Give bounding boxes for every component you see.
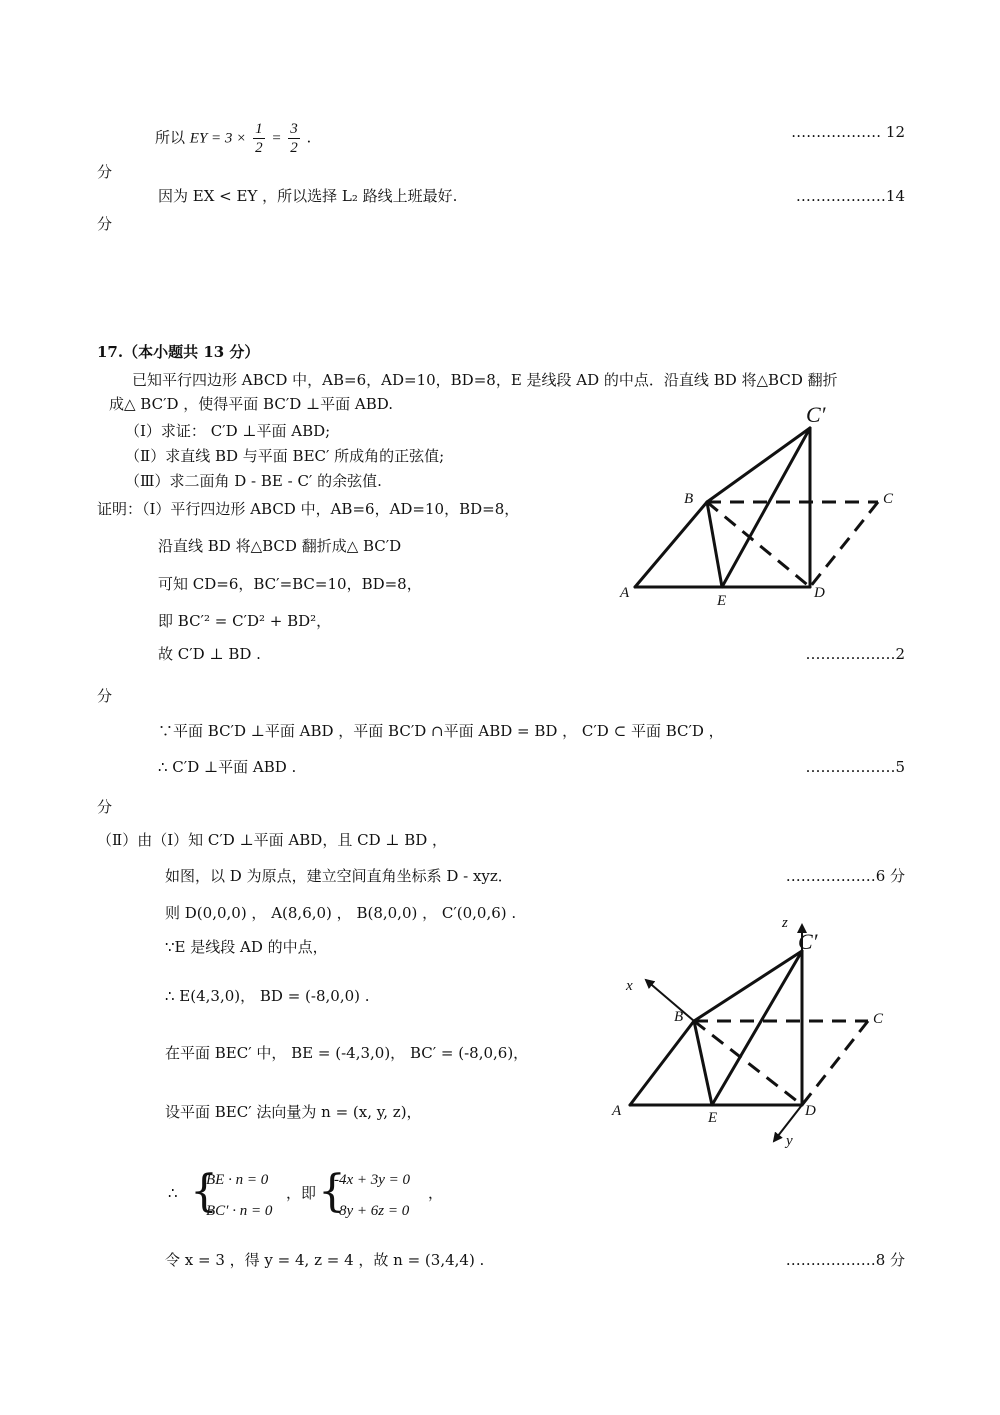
label-a: A [612, 1103, 622, 1119]
label-d: D [814, 585, 825, 601]
left-brace-1: { [190, 1166, 218, 1217]
fraction-numerator: 1 [255, 121, 263, 137]
system-1-eq-2: BC′ · n = 0 [206, 1203, 273, 1219]
fen-label: 分 [97, 687, 113, 705]
fraction-numerator-2: 3 [290, 121, 298, 137]
proof-line-2: 沿直线 BD 将△BCD 翻折成△ BC′D [158, 537, 402, 555]
ey-expr: EY = 3 × [189, 130, 247, 147]
part2-line-7: 设平面 BEC′ 法向量为 n = (x, y, z)， [165, 1103, 422, 1121]
edge-ab [635, 502, 707, 587]
question-17-part-1: （Ⅰ）求证： C′D ⊥平面 ABD; [125, 422, 331, 440]
part2-line-2: 如图，以 D 为原点，建立空间直角坐标系 D - xyz． [165, 867, 513, 885]
label-c: C [873, 1011, 884, 1027]
points-14: ………………14 [795, 187, 905, 205]
edge-bc-prime [707, 428, 810, 502]
edge-cd-dashed [810, 502, 878, 587]
fraction-three-halves [288, 120, 300, 157]
points-12: ……………… 12 [791, 123, 905, 141]
part2-line-4: ∵E 是线段 AD 的中点， [165, 938, 328, 956]
edge-be [694, 1021, 712, 1105]
axis-x [646, 980, 694, 1021]
part2-line-3: 则 D(0,0,0) ， A(8,6,0) ， B(8,0,0) ， C′(0,0,6) . [165, 904, 517, 922]
label-e: E [708, 1110, 718, 1126]
proof-line-3: 可知 CD=6，BC′=BC=10，BD=8， [158, 575, 422, 593]
ey-equals: = [271, 130, 282, 147]
label-d: D [805, 1103, 816, 1119]
fen-label: 分 [97, 215, 113, 233]
label-b: B [684, 491, 694, 507]
label-c-prime: C′ [798, 929, 818, 954]
edge-be [707, 502, 722, 587]
therefore-symbol: ∴ [168, 1184, 178, 1202]
left-brace-2: { [318, 1166, 346, 1217]
points-6: ………………6 分 [785, 867, 905, 885]
edge-ab [630, 1021, 694, 1105]
fen-label: 分 [97, 163, 113, 181]
label-e: E [717, 593, 727, 609]
label-x: x [626, 978, 633, 994]
proof-line-4: 即 BC′² = C′D² + BD²， [158, 612, 332, 630]
label-z: z [782, 915, 788, 931]
system-end: ， [428, 1184, 444, 1202]
fraction-denominator-2: 2 [290, 140, 298, 156]
line-ey-result [155, 120, 311, 157]
figure-folded-parallelogram [600, 400, 920, 610]
figure-coordinate-system [600, 905, 900, 1155]
label-c: C [883, 491, 894, 507]
label-a: A [620, 585, 630, 601]
system-ji: ，即 [286, 1184, 317, 1202]
question-17-part-2: （Ⅱ）求直线 BD 与平面 BEC′ 所成角的正弦值; [125, 447, 445, 465]
edge-ec-prime [722, 428, 810, 587]
ey-prefix: 所以 [155, 128, 186, 147]
line-choose-route: 因为 EX < EY ，所以选择 L₂ 路线上班最好. [158, 187, 458, 205]
edge-bc-prime [694, 951, 802, 1021]
points-8: ………………8 分 [785, 1251, 905, 1269]
question-17-part-3: （Ⅲ）求二面角 D - BE - C′ 的余弦值. [125, 472, 382, 490]
system-1-eq-1: BE · n = 0 [206, 1172, 269, 1188]
question-17-stem-2: 成△ BC′D ，使得平面 BC′D ⊥平面 ABD. [109, 395, 394, 413]
question-17-stem-1: 已知平行四边形 ABCD 中，AB=6，AD=10，BD=8，E 是线段 AD 的中点．沿直线 BD 将△BCD 翻折 [132, 371, 838, 389]
proof-line-5: 故 C′D ⊥ BD . [158, 645, 261, 663]
part2-line-9: 令 x = 3 ，得 y = 4, z = 4 ，故 n = (3,4,4) . [165, 1251, 485, 1269]
points-5: ………………5 [805, 758, 905, 776]
part2-line-6: 在平面 BEC′ 中， BE = (-4,3,0)， BC′ = (-8,0,6)， [165, 1044, 529, 1062]
proof-line-1: 证明：（Ⅰ）平行四边形 ABCD 中，AB=6，AD=10，BD=8， [97, 500, 520, 518]
question-17-heading: 17.（本小题共 13 分） [97, 343, 260, 361]
fen-label: 分 [97, 798, 113, 816]
edge-bd-dashed [707, 502, 810, 587]
label-y: y [786, 1133, 793, 1149]
fraction-denominator: 2 [255, 140, 263, 156]
edge-ec-prime [712, 951, 802, 1105]
system-2-eq-1: -4x + 3y = 0 [334, 1172, 411, 1188]
label-b: B [674, 1009, 684, 1025]
fraction-half [253, 120, 265, 157]
proof-line-6: ∵平面 BC′D ⊥平面 ABD ，平面 BC′D ∩平面 ABD = BD ， C′D ⊂ 平面 BC′D ， [158, 722, 724, 740]
proof-line-7: ∴ C′D ⊥平面 ABD . [158, 758, 297, 776]
points-2: ………………2 [805, 645, 905, 663]
label-c-prime: C′ [806, 402, 826, 427]
part2-line-1: （Ⅱ）由（Ⅰ）知 C′D ⊥平面 ABD，且 CD ⊥ BD ， [97, 831, 448, 849]
edge-cd-dashed [802, 1021, 868, 1105]
part2-line-5: ∴ E(4,3,0)， BD = (-8,0,0) . [165, 987, 370, 1005]
system-2-eq-2: -8y + 6z = 0 [334, 1203, 410, 1219]
ey-end: . [306, 128, 312, 147]
